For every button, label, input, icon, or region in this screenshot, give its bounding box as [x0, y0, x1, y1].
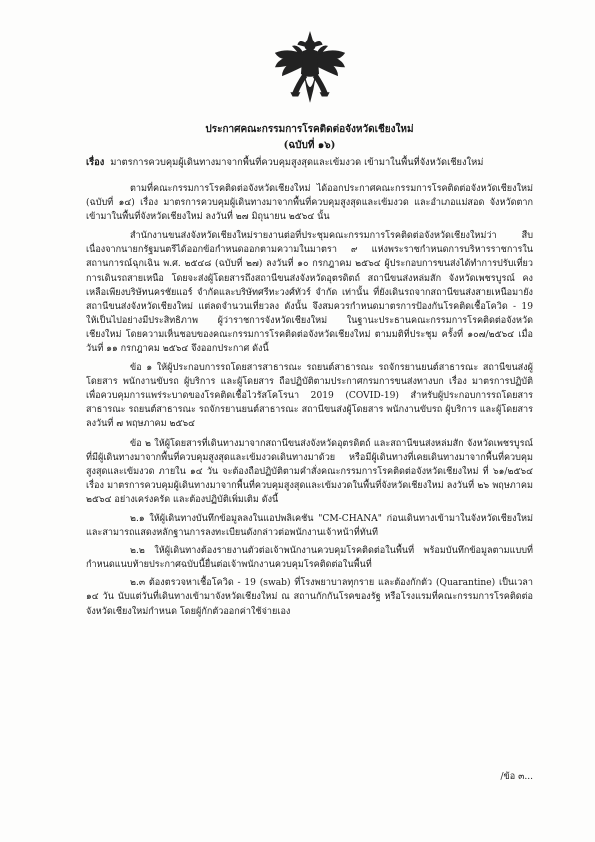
continuation-marker: /ข้อ ๓... — [500, 772, 533, 782]
garuda-emblem-icon — [267, 28, 353, 116]
document-edition: (ฉบับที่ ๑๖) — [283, 140, 336, 151]
subject-label: เรื่อง — [86, 157, 105, 168]
subject-text: มาตรการควบคุมผู้เดินทางมาจากพื้นที่ควบคุมสูงสุดและเข้มงวด เข้ามาในพื้นที่จังหวัดเชียงใหม่ — [110, 157, 484, 168]
subject-line — [86, 156, 533, 170]
sub-item-2-3: ๒.๓ ต้องตรวจหาเชื้อโควิด - 19 (swab) ที่โรงพยาบาลทุกราย และต้องกักตัว (Quarantine) เป็นเวลา ๑๔ วัน นับแต่วันที่เดินทางเข้ามาจังหวัดเชียงใหม่ ณ สถานกักกันโรคของรัฐ หรือโรงแรมที่คณะกรรมการโรคติดต่อจังหวัดเชียงใหม่กำหนด โดยผู้กักตัวออกค่าใช้จ่ายเอง — [86, 578, 533, 617]
paragraph-clause-2: ข้อ ๒ ให้ผู้โดยสารที่เดินทางมาจากสถานีขนส่งจังหวัดอุตรดิตถ์ และสถานีขนส่งหล่มสัก จังหวัดเพชรบูรณ์ ที่มีผู้เดินทางมาจากพื้นที่ควบคุมสูงสุดและเข้มงวดเดินทางมาด้วย หรือมีผู้เดินทางที่เคยเดินทางมาจากพื้นที่ควบคุมสูงสุดและเข้มงวด ภายใน ๑๔ วัน จะต้องถือปฏิบัติตามคำสั่งคณะกรรมการโรคติดต่อจังหวัดเชียงใหม่ ที่ ๖๑/๒๕๖๔ เรื่อง มาตรการควบคุมผู้เดินทางมาจากพื้นที่ควบคุมสูงสุดและเข้มงวดในพื้นที่จังหวัดเชียงใหม่ ลงวันที่ ๒๖ พฤษภาคม ๒๕๖๔ อย่างเคร่งครัด และต้องปฏิบัติเพิ่มเติม ดังนี้ — [86, 438, 533, 505]
sub-item-2-1: ๒.๑ ให้ผู้เดินทางบันทึกข้อมูลลงในแอปพลิเคชัน "CM-CHANA" ก่อนเดินทางเข้ามาในจังหวัดเชียงใหม่ และสามารถแสดงหลักฐานการลงทะเบียนดังกล่าวต่อพนักงานเจ้าหน้าที่ทันที — [86, 514, 533, 539]
sub-item-2-2: ๒.๒ ให้ผู้เดินทางต้องรายงานตัวต่อเจ้าพนักงานควบคุมโรคติดต่อในพื้นที่ พร้อมบันทึกข้อมูลตามแบบที่กำหนดแนบท้ายประกาศฉบับนี้ยื่นต่อเจ้าพนักงานควบคุมโรคติดต่อในพื้นที่ — [86, 546, 533, 571]
paragraph-intro: ตามที่คณะกรรมการโรคติดต่อจังหวัดเชียงใหม่ ได้ออกประกาศคณะกรรมการโรคติดต่อจังหวัดเชียงใหม่ (ฉบับที่ ๑๔) เรื่อง มาตรการควบคุมผู้เดินทางมาจากพื้นที่ควบคุมสูงสุดและเข้มงวด และอำเภอแม่สอด จังหวัดตาก เข้ามาในพื้นที่จังหวัดเชียงใหม่ ลงวันที่ ๒๗ มิถุนายน ๒๕๖๔ นั้น — [86, 183, 533, 223]
paragraph-background: สำนักงานขนส่งจังหวัดเชียงใหม่รายงานต่อที่ประชุมคณะกรรมการโรคติดต่อจังหวัดเชียงใหม่ว่า สืบเนื่องจากนายกรัฐมนตรีได้ออกข้อกำหนดออกตามความในมาตรา ๙ แห่งพระราชกำหนดการบริหารราชการในสถานการณ์ฉุกเฉิน พ.ศ. ๒๕๔๘ (ฉบับที่ ๒๗) ลงวันที่ ๑๐ กรกฎาคม ๒๕๖๔ ผู้ประกอบการขนส่งได้ทำการปรับเที่ยวการเดินรถสายเหนือ โดยจะส่งผู้โดยสารถึงสถานีขนส่งจังหวัดอุตรดิตถ์ สถานีขนส่งหล่มสัก จังหวัดเพชรบูรณ์ คงเหลือเพียงบริษัทนครชัยแอร์ จำกัดและบริษัทศรีทะวงศ์ทัวร์ จำกัด เท่านั้น ที่ยังเดินรถจากสถานีขนส่งสายเหนือมายังสถานีขนส่งจังหวัดเชียงใหม่ แต่ลดจำนวนเที่ยวลง ดังนั้น จึงสมควรกำหนดมาตรการป้องกันโรคติดเชื้อโควิด - 19 ให้เป็นไปอย่างมีประสิทธิภาพ ผู้ว่าราชการจังหวัดเชียงใหม่ ในฐานะประธานคณะกรรมการโรคติดต่อจังหวัดเชียงใหม่ โดยความเห็นชอบของคณะกรรมการโรคติดต่อจังหวัดเชียงใหม่ ตามมติที่ประชุม ครั้งที่ ๑๐๗/๒๕๖๔ เมื่อวันที่ ๑๑ กรกฎาคม ๒๕๖๔ จึงออกประกาศ ดังนี้ — [86, 231, 533, 354]
document-title: ประกาศคณะกรรมการโรคติดต่อจังหวัดเชียงใหม่ — [205, 124, 414, 135]
paragraph-clause-1: ข้อ ๑ ให้ผู้ประกอบการรถโดยสารสาธารณะ รถยนต์สาธารณะ รถจักรยานยนต์สาธารณะ สถานีขนส่งผู้โดยสาร พนักงานขับรถ ผู้บริการ และผู้โดยสาร ถือปฏิบัติตามประกาศกรมการขนส่งทางบก เรื่อง มาตรการปฏิบัติเพื่อควบคุมการแพร่ระบาดของโรคติดเชื้อไวรัสโคโรนา 2019 (COVID-19) สำหรับผู้ประกอบการรถโดยสารสาธารณะ รถยนต์สาธารณะ รถจักรยานยนต์สาธารณะ สถานีขนส่งผู้โดยสาร พนักงานขับรถ ผู้บริการ และผู้โดยสาร ลงวันที่ ๗ พฤษภาคม ๒๕๖๔ — [86, 363, 533, 430]
